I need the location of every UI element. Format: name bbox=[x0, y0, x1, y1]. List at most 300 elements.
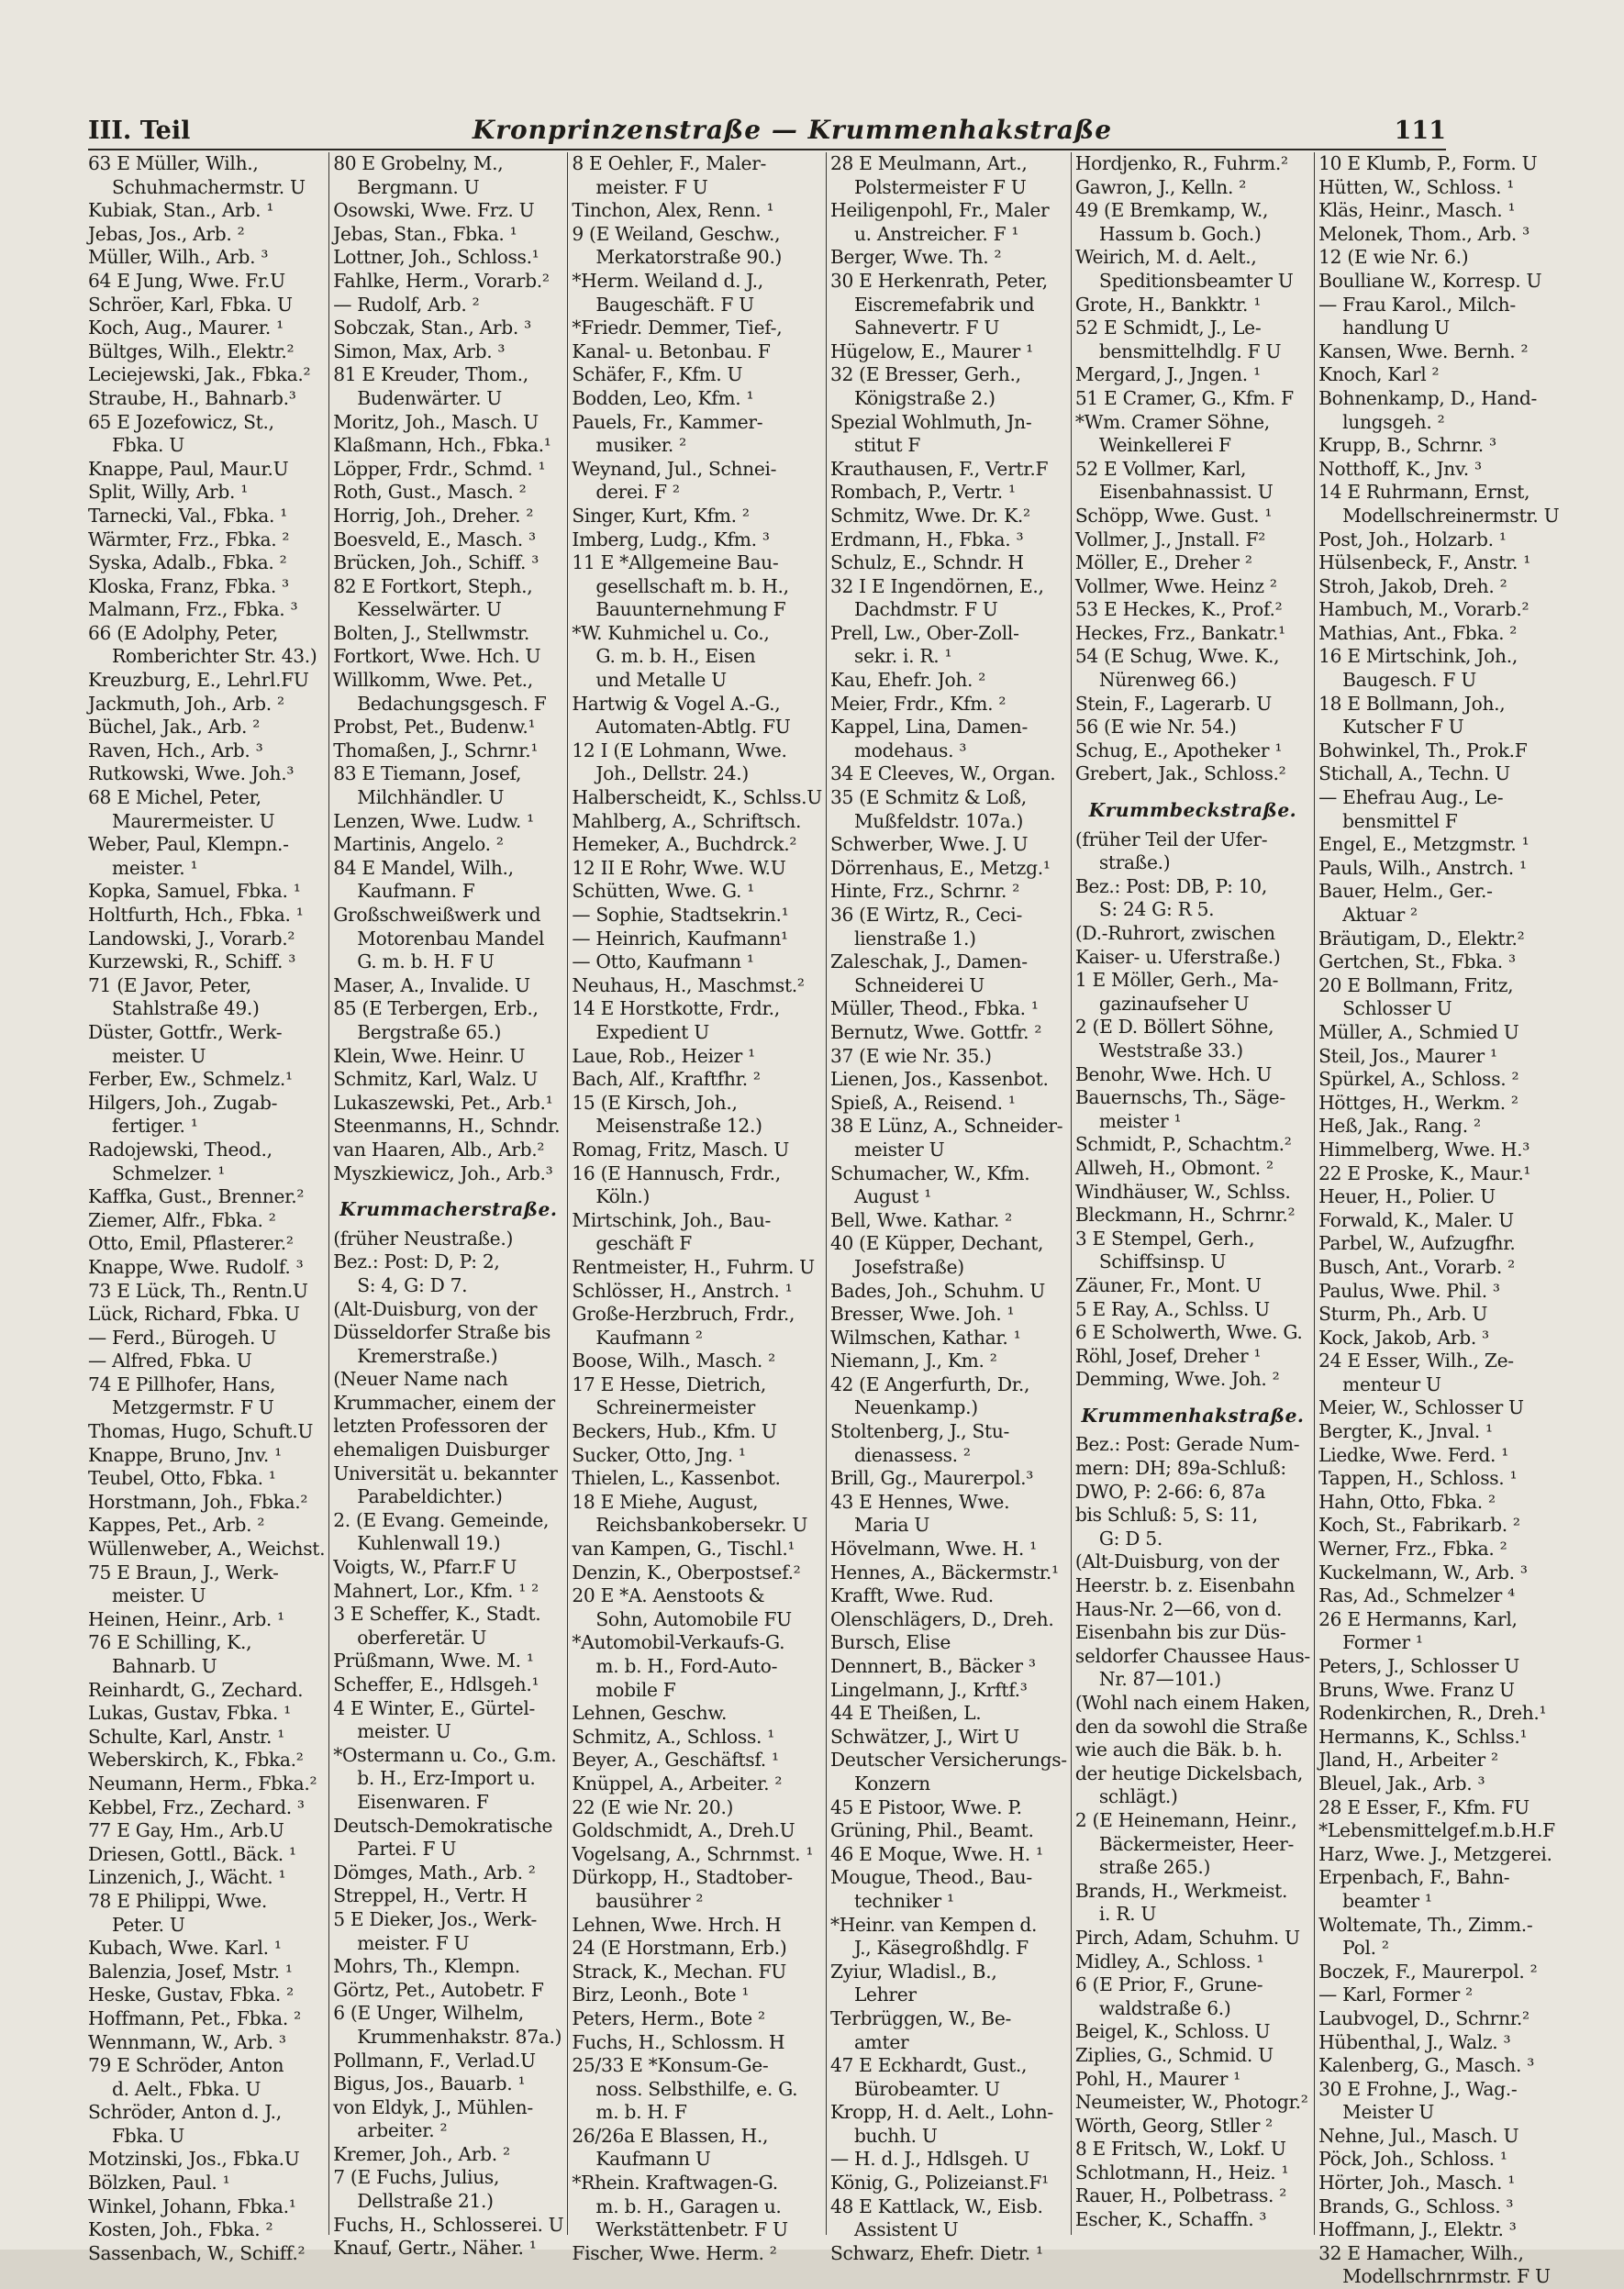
directory-entry: 73 E Lück, Th., Rentn.U bbox=[88, 1279, 308, 1302]
directory-entry: Eisenbahnassist. U bbox=[1098, 481, 1274, 504]
directory-entry: Großschweißwerk und bbox=[333, 904, 541, 926]
directory-entry: Deutscher Versicherungs- bbox=[829, 1749, 1067, 1772]
directory-entry: Schmitz, Wwe. Dr. K.² bbox=[829, 504, 1030, 527]
directory-entry: Werkstättenbetr. F U bbox=[595, 2218, 788, 2241]
column-6 bbox=[1314, 152, 1563, 2288]
directory-entry: Parabeldichter.) bbox=[357, 1485, 503, 1508]
directory-entry: Scheffer, E., Hdlsgeh.¹ bbox=[333, 1673, 539, 1695]
directory-entry: 8 E Fritsch, W., Lokf. U bbox=[1074, 2138, 1286, 2161]
directory-entry: Simon, Max, Arb. ³ bbox=[333, 339, 506, 362]
directory-entry: Sohn, Automobile FU bbox=[595, 1607, 792, 1630]
directory-entry: Otto, Emil, Pflasterer.² bbox=[88, 1232, 294, 1255]
directory-entry: 10 E Klumb, P., Form. U bbox=[1318, 152, 1538, 174]
directory-entry: Schuhmachermstr. U bbox=[112, 175, 306, 198]
directory-entry: oberferetär. U bbox=[357, 1626, 487, 1649]
directory-entry: Werner, Frz., Fbka. ² bbox=[1318, 1538, 1507, 1561]
column-2 bbox=[328, 152, 567, 2260]
directory-entry: Roth, Gust., Masch. ² bbox=[333, 481, 527, 504]
directory-entry: derei. F ² bbox=[595, 481, 680, 504]
directory-entry: Expedient U bbox=[595, 1020, 709, 1043]
directory-entry: Hügelow, E., Maurer ¹ bbox=[829, 339, 1033, 362]
directory-entry: Rentmeister, H., Fuhrm. U bbox=[572, 1255, 815, 1278]
directory-entry: Brill, Gg., Maurerpol.³ bbox=[829, 1467, 1034, 1490]
directory-entry: Tappen, H., Schloss. ¹ bbox=[1318, 1467, 1518, 1490]
directory-entry: Heckes, Frz., Bankatr.¹ bbox=[1074, 621, 1285, 644]
directory-entry: Bigus, Jos., Bauarb. ¹ bbox=[333, 2072, 526, 2095]
directory-entry: Baugeschäft. F U bbox=[595, 293, 754, 316]
directory-entry: Bauer, Helm., Ger.- bbox=[1318, 880, 1493, 903]
page-number: 111 bbox=[1394, 117, 1446, 145]
directory-entry: Weberskirch, K., Fbka.² bbox=[88, 1749, 304, 1772]
directory-entry: Hilgers, Joh., Zugab- bbox=[88, 1091, 278, 1114]
directory-entry: Bergter, K., Jnval. ¹ bbox=[1318, 1420, 1493, 1443]
directory-entry: Neuenkamp.) bbox=[853, 1396, 978, 1419]
directory-entry: Birz, Leonh., Bote ¹ bbox=[572, 1983, 750, 2006]
directory-entry: Paulus, Wwe. Phil. ³ bbox=[1318, 1279, 1500, 1302]
directory-entry: 78 E Philippi, Wwe. bbox=[88, 1889, 268, 1912]
directory-entry: *Herm. Weiland d. J., bbox=[572, 269, 763, 292]
directory-entry: Möller, E., Dreher ² bbox=[1074, 551, 1252, 574]
directory-entry: buchh. U bbox=[853, 2124, 938, 2147]
directory-entry: Müller, Wilh., Arb. ³ bbox=[88, 246, 269, 269]
directory-entry: Maurermeister. U bbox=[112, 809, 275, 832]
directory-entry: Große-Herzbruch, Frdr., bbox=[572, 1303, 795, 1326]
directory-entry: Krauthausen, F., Vertr.F bbox=[829, 457, 1049, 480]
directory-entry: menteur U bbox=[1342, 1372, 1441, 1395]
directory-entry: *W. Kuhmichel u. Co., bbox=[572, 621, 770, 644]
directory-entry: gazinaufseher U bbox=[1098, 992, 1250, 1015]
directory-entry: 26/26a E Blassen, H., bbox=[572, 2124, 769, 2147]
directory-entry: Driesen, Gottl., Bäck. ¹ bbox=[88, 1842, 296, 1865]
directory-entry: Kloska, Franz, Fbka. ³ bbox=[88, 574, 289, 597]
directory-entry: Kremerstraße.) bbox=[357, 1344, 498, 1367]
directory-entry: 53 E Heckes, K., Prof.² bbox=[1074, 598, 1283, 621]
directory-entry: Wörth, Georg, Stller ² bbox=[1074, 2114, 1273, 2137]
directory-entry: 6 E Scholwerth, Wwe. G. bbox=[1074, 1321, 1303, 1344]
directory-entry: Hahn, Otto, Fbka. ² bbox=[1318, 1490, 1496, 1513]
directory-entry: Hemeker, A., Buchdrck.² bbox=[572, 833, 797, 856]
directory-entry: 51 E Cramer, G., Kfm. F bbox=[1074, 386, 1294, 409]
directory-entry: Neumeister, W., Photogr.² bbox=[1074, 2091, 1308, 2114]
directory-entry: Kuckelmann, W., Arb. ³ bbox=[1318, 1561, 1528, 1583]
directory-entry: 20 E *A. Aenstoots & bbox=[572, 1584, 765, 1607]
directory-entry: Terbrüggen, W., Be- bbox=[829, 2006, 1012, 2029]
directory-entry: Pirch, Adam, Schuhm. U bbox=[1074, 1926, 1300, 1949]
directory-entry: 45 E Pistoor, Wwe. P. bbox=[829, 1795, 1022, 1818]
directory-entry: Dennnert, B., Bäcker ³ bbox=[829, 1655, 1036, 1677]
directory-entry: Beckers, Hub., Kfm. U bbox=[572, 1420, 777, 1443]
directory-entry: meister. U bbox=[357, 1720, 451, 1743]
directory-entry: Spieß, A., Reisend. ¹ bbox=[829, 1091, 1016, 1114]
directory-entry: Parbel, W., Aufzugfhr. bbox=[1318, 1232, 1516, 1255]
directory-entry: Martinis, Angelo. ² bbox=[333, 833, 504, 856]
directory-entry: Mahnert, Lor., Kfm. ¹ ² bbox=[333, 1579, 539, 1602]
directory-entry: Knappe, Paul, Maur.U bbox=[88, 457, 289, 480]
directory-entry: Schiffsinsp. U bbox=[1098, 1250, 1227, 1273]
directory-entry: Halberscheidt, K., Schlss.U bbox=[572, 786, 822, 809]
directory-entry: 37 (E wie Nr. 35.) bbox=[829, 1044, 992, 1067]
directory-entry: ehemaligen Duisburger bbox=[333, 1439, 550, 1461]
street-heading: Krummenhakstraße. bbox=[1081, 1404, 1305, 1427]
directory-entry: Split, Willy, Arb. ¹ bbox=[88, 481, 249, 504]
directory-entry: 77 E Gay, Hm., Arb.U bbox=[88, 1819, 284, 1842]
directory-entry: (Alt-Duisburg, von der bbox=[333, 1297, 538, 1320]
directory-entry: Hübenthal, J., Walz. ³ bbox=[1318, 2030, 1511, 2053]
directory-entry: Hennes, A., Bäckermstr.¹ bbox=[829, 1561, 1059, 1583]
directory-entry: 65 E Jozefowicz, St., bbox=[88, 410, 274, 433]
directory-entry: Voigts, W., Pfarr.F U bbox=[333, 1556, 517, 1579]
directory-entry: 40 (E Küpper, Dechant, bbox=[829, 1232, 1044, 1255]
directory-entry: Wärmter, Frz., Fbka. ² bbox=[88, 528, 290, 550]
directory-entry: 24 (E Horstmann, Erb.) bbox=[572, 1937, 787, 1960]
directory-entry: Osowski, Wwe. Frz. U bbox=[333, 199, 535, 222]
directory-entry: Hoffmann, Pet., Fbka. ² bbox=[88, 2006, 301, 2029]
directory-entry: 28 E Meulmann, Art., bbox=[829, 152, 1028, 174]
directory-entry: Spürkel, A., Schloss. ² bbox=[1318, 1068, 1519, 1091]
directory-entry: 18 E Bollmann, Joh., bbox=[1318, 692, 1506, 715]
directory-entry: Knüppel, A., Arbeiter. ² bbox=[572, 1772, 783, 1795]
directory-entry: Röhl, Josef, Dreher ¹ bbox=[1074, 1344, 1262, 1367]
directory-entry: 6 (E Unger, Wilhelm, bbox=[333, 2002, 524, 2025]
directory-entry: Universität u. bekannter bbox=[333, 1461, 558, 1484]
directory-entry: Schwerber, Wwe. J. U bbox=[829, 833, 1029, 856]
directory-entry: August ¹ bbox=[853, 1185, 932, 1208]
directory-entry: Beyer, A., Geschäftsf. ¹ bbox=[572, 1749, 779, 1772]
directory-entry: Weber, Paul, Klempn.- bbox=[88, 833, 289, 856]
directory-entry: Bergstraße 65.) bbox=[357, 1020, 502, 1043]
directory-entry: 76 E Schilling, K., bbox=[88, 1631, 252, 1654]
directory-entry: Sassenbach, W., Schiff.² bbox=[88, 2241, 306, 2264]
directory-entry: Bahnarb. U bbox=[112, 1655, 217, 1677]
directory-entry: Kaffka, Gust., Brenner.² bbox=[88, 1185, 305, 1208]
directory-entry: — H. d. J., Hdlsgeh. U bbox=[829, 2148, 1029, 2171]
directory-entry: Fuchs, H., Schlosserei. U bbox=[333, 2213, 564, 2236]
directory-entry: Dellstraße 21.) bbox=[357, 2190, 494, 2213]
directory-entry: Fuchs, H., Schlossm. H bbox=[572, 2030, 785, 2053]
directory-entry: 26 E Hermanns, Karl, bbox=[1318, 1607, 1518, 1630]
directory-entry: Brücken, Joh., Schiff. ³ bbox=[333, 551, 539, 574]
directory-entry: bensmittel F bbox=[1342, 809, 1458, 832]
directory-entry: der heutige Dickelsbach, bbox=[1074, 1761, 1303, 1784]
directory-entry: Neuhaus, H., Maschmst.² bbox=[572, 973, 805, 996]
directory-entry: Joh., Dellstr. 24.) bbox=[595, 762, 749, 785]
directory-entry: Klein, Wwe. Heinr. U bbox=[333, 1044, 526, 1067]
directory-entry: musiker. ² bbox=[595, 434, 686, 457]
directory-entry: *Heinr. van Kempen d. bbox=[829, 1913, 1038, 1936]
directory-entry: 75 E Braun, J., Werk- bbox=[88, 1561, 279, 1583]
directory-entry: 81 E Kreuder, Thom., bbox=[333, 363, 528, 386]
directory-entry: gesellschaft m. b. H., bbox=[595, 574, 789, 597]
directory-entry: Brands, G., Schloss. ³ bbox=[1318, 2195, 1514, 2217]
directory-entry: Steenmanns, H., Schndr. bbox=[333, 1115, 561, 1138]
directory-entry: Kaiser- u. Uferstraße.) bbox=[1074, 945, 1281, 968]
directory-entry: Schütten, Wwe. G. ¹ bbox=[572, 880, 754, 903]
directory-entry: 3 E Scheffer, K., Stadt. bbox=[333, 1603, 541, 1626]
directory-entry: Weinkellerei F bbox=[1098, 434, 1231, 457]
directory-entry: Peters, Herm., Bote ² bbox=[572, 2006, 765, 2029]
directory-entry: Zaleschak, J., Damen- bbox=[829, 950, 1028, 973]
directory-entry: Partei. F U bbox=[357, 1838, 457, 1861]
directory-entry: Boulliane W., Korresp. U bbox=[1318, 269, 1542, 292]
directory-entry: Schlösser, H., Anstrch. ¹ bbox=[572, 1279, 793, 1302]
directory-entry: Stroh, Jakob, Dreh. ² bbox=[1318, 574, 1507, 597]
directory-entry: Kanal- u. Betonbau. F bbox=[572, 339, 771, 362]
directory-entry: Pauls, Wilh., Anstrch. ¹ bbox=[1318, 856, 1527, 879]
directory-entry: Deutsch-Demokratische bbox=[333, 1814, 553, 1837]
directory-entry: Schulte, Karl, Anstr. ¹ bbox=[88, 1725, 285, 1748]
directory-entry: Landowski, J., Vorarb.² bbox=[88, 927, 295, 950]
directory-entry: 12 I (E Lohmann, Wwe. bbox=[572, 739, 787, 761]
directory-entry: 35 (E Schmitz & Loß, bbox=[829, 786, 1027, 809]
directory-entry: 2 (E Heinemann, Heinr., bbox=[1074, 1808, 1297, 1831]
directory-entry: Ziplies, G., Schmid. U bbox=[1074, 2043, 1274, 2066]
directory-entry: Schröer, Karl, Fbka. U bbox=[88, 293, 293, 316]
directory-entry: Grote, H., Bankktr. ¹ bbox=[1074, 293, 1262, 316]
directory-entry: Budenwärter. U bbox=[357, 386, 503, 409]
directory-entry: geschäft F bbox=[595, 1232, 692, 1255]
directory-entry: Kock, Jakob, Arb. ³ bbox=[1318, 1326, 1489, 1349]
directory-entry: Bohwinkel, Th., Prok.F bbox=[1318, 739, 1528, 761]
directory-entry: 2 (E D. Böllert Söhne, bbox=[1074, 1016, 1274, 1039]
directory-entry: Lenzen, Wwe. Ludw. ¹ bbox=[333, 809, 534, 832]
directory-entry: Mathias, Ant., Fbka. ² bbox=[1318, 621, 1518, 644]
directory-entry: Görtz, Pet., Autobetr. F bbox=[333, 1978, 544, 2001]
directory-entry: Mirtschink, Joh., Bau- bbox=[572, 1208, 772, 1231]
directory-entry: Linzenich, J., Wächt. ¹ bbox=[88, 1866, 286, 1889]
directory-entry: 48 E Kattlack, W., Eisb. bbox=[829, 2195, 1043, 2217]
directory-entry: Kansen, Wwe. Bernh. ² bbox=[1318, 339, 1529, 362]
directory-entry: Jackmuth, Joh., Arb. ² bbox=[88, 692, 284, 715]
directory-entry: 6 (E Prior, F., Grune- bbox=[1074, 1973, 1263, 1996]
directory-entry: Dachdmstr. F U bbox=[853, 598, 998, 621]
directory-entry: Knauf, Gertr., Näher. ¹ bbox=[333, 2237, 537, 2260]
directory-entry: Maria U bbox=[853, 1514, 930, 1537]
directory-entry: Köln.) bbox=[595, 1185, 651, 1208]
directory-entry: Nehne, Jul., Masch. U bbox=[1318, 2124, 1519, 2147]
directory-entry: 32 (E Bresser, Gerh., bbox=[829, 363, 1021, 386]
directory-entry: *Automobil-Verkaufs-G. bbox=[572, 1631, 785, 1654]
directory-entry: Fbka. U bbox=[112, 434, 184, 457]
directory-entry: Steil, Jos., Maurer ¹ bbox=[1318, 1044, 1497, 1067]
directory-entry: Hörter, Joh., Masch. ¹ bbox=[1318, 2172, 1516, 2195]
directory-entry: Kebbel, Frz., Zechard. ³ bbox=[88, 1795, 305, 1818]
directory-entry: Stichall, A., Techn. U bbox=[1318, 762, 1510, 785]
directory-entry: Beigel, K., Schloss. U bbox=[1074, 2020, 1271, 2043]
directory-entry: Bach, Alf., Kraftfhr. ² bbox=[572, 1068, 761, 1091]
directory-entry: dienassess. ² bbox=[853, 1443, 971, 1466]
directory-entry: Niemann, J., Km. ² bbox=[829, 1350, 997, 1372]
directory-entry: Maser, A., Invalide. U bbox=[333, 973, 530, 996]
directory-entry: Knappe, Bruno, Jnv. ¹ bbox=[88, 1443, 282, 1466]
directory-entry: Jland, H., Arbeiter ² bbox=[1318, 1749, 1498, 1772]
directory-entry: u. Anstreicher. F ¹ bbox=[853, 222, 1019, 245]
directory-entry: 85 (E Terbergen, Erb., bbox=[333, 997, 539, 1020]
directory-entry: Thomas, Hugo, Schuft.U bbox=[88, 1420, 314, 1443]
directory-entry: Horstmann, Joh., Fbka.² bbox=[88, 1490, 308, 1513]
directory-entry: Pol. ² bbox=[1342, 1937, 1389, 1960]
directory-entry: meister. U bbox=[112, 1044, 206, 1067]
directory-entry: Prell, Lw., Ober-Zoll- bbox=[829, 621, 1019, 644]
directory-entry: Heß, Jak., Rang. ² bbox=[1318, 1115, 1481, 1138]
directory-entry: Hülsenbeck, F., Anstr. ¹ bbox=[1318, 551, 1531, 574]
directory-entry: Imberg, Ludg., Kfm. ³ bbox=[572, 528, 770, 550]
directory-entry: waldstraße 6.) bbox=[1098, 1996, 1231, 2019]
directory-entry: Metzgermstr. F U bbox=[112, 1396, 274, 1419]
directory-entry: Bez.: Post: Gerade Num- bbox=[1074, 1433, 1300, 1456]
directory-entry: Liedke, Wwe. Ferd. ¹ bbox=[1318, 1443, 1509, 1466]
directory-entry: 56 (E wie Nr. 54.) bbox=[1074, 716, 1237, 739]
directory-entry: Kau, Ehefr. Joh. ² bbox=[829, 669, 986, 692]
directory-entry: 3 E Stempel, Gerh., bbox=[1074, 1227, 1255, 1250]
directory-entry: Bauunternehmung F bbox=[595, 598, 786, 621]
directory-entry: Syska, Adalb., Fbka. ² bbox=[88, 551, 287, 574]
directory-entry: mern: DH; 89a-Schluß: bbox=[1074, 1457, 1286, 1480]
directory-entry: Sahnevertr. F U bbox=[853, 317, 1000, 339]
directory-entry: Modellschreinermstr. U bbox=[1342, 504, 1560, 527]
directory-entry: Heuer, H., Polier. U bbox=[1318, 1185, 1496, 1208]
directory-entry: Hassum b. Goch.) bbox=[1098, 222, 1262, 245]
directory-entry: Bruns, Wwe. Franz U bbox=[1318, 1678, 1515, 1701]
directory-entry: Moritz, Joh., Masch. U bbox=[333, 410, 539, 433]
directory-entry: Mußfeldstr. 107a.) bbox=[853, 809, 1024, 832]
directory-entry: Koch, Aug., Maurer. ¹ bbox=[88, 317, 284, 339]
directory-entry: Laubvogel, D., Schrnr.² bbox=[1318, 2006, 1529, 2029]
directory-entry: Knappe, Wwe. Rudolf. ³ bbox=[88, 1255, 304, 1278]
directory-entry: meister U bbox=[853, 1138, 945, 1161]
directory-entry: 14 E Ruhrmann, Ernst, bbox=[1318, 481, 1530, 504]
directory-entry: Dörrenhaus, E., Metzg.¹ bbox=[829, 856, 1051, 879]
directory-entry: Fortkort, Wwe. Hch. U bbox=[333, 645, 541, 668]
directory-entry: straße 265.) bbox=[1098, 1856, 1211, 1879]
directory-entry: meister ¹ bbox=[1098, 1109, 1182, 1132]
directory-entry: 25/33 E *Konsum-Ge- bbox=[572, 2054, 769, 2077]
directory-entry: schlägt.) bbox=[1098, 1785, 1178, 1808]
directory-entry: 34 E Cleeves, W., Organ. bbox=[829, 762, 1056, 785]
directory-entry: von Eldyk, J., Mühlen- bbox=[333, 2095, 533, 2118]
directory-entry: Thomaßen, J., Schrnr.¹ bbox=[333, 739, 539, 761]
directory-entry: sekr. i. R. ¹ bbox=[853, 645, 952, 668]
directory-entry: 12 (E wie Nr. 6.) bbox=[1318, 246, 1469, 269]
directory-entry: bensmittelhdlg. F U bbox=[1098, 339, 1282, 362]
directory-entry: Pauels, Fr., Kammer- bbox=[572, 410, 763, 433]
directory-entry: Kläs, Heinr., Masch. ¹ bbox=[1318, 199, 1516, 222]
directory-entry: — Heinrich, Kaufmann¹ bbox=[572, 927, 788, 950]
directory-entry: Lukas, Gustav, Fbka. ¹ bbox=[88, 1702, 291, 1725]
directory-entry: Schlosser U bbox=[1342, 997, 1452, 1020]
directory-entry: — Sophie, Stadtsekrin.¹ bbox=[572, 904, 789, 926]
directory-entry: Hordjenko, R., Fuhrm.² bbox=[1074, 152, 1288, 174]
directory-entry: Boose, Wilh., Masch. ² bbox=[572, 1350, 775, 1372]
directory-entry: Wennmann, W., Arb. ³ bbox=[88, 2030, 286, 2053]
directory-entry: (Alt-Duisburg, von der bbox=[1074, 1550, 1279, 1573]
directory-entry: 30 E Herkenrath, Peter, bbox=[829, 269, 1048, 292]
directory-entry: 28 E Esser, F., Kfm. FU bbox=[1318, 1795, 1529, 1818]
directory-entry: den da sowohl die Straße bbox=[1074, 1715, 1307, 1738]
directory-entry: König, G., Polizeianst.F¹ bbox=[829, 2172, 1049, 2195]
column-5 bbox=[1071, 152, 1314, 2235]
directory-entry: Hermanns, K., Schlss.¹ bbox=[1318, 1725, 1528, 1748]
directory-entry: Schmitz, Karl, Walz. U bbox=[333, 1068, 538, 1091]
directory-entry: m. b. H. F bbox=[595, 2101, 687, 2124]
directory-entry: Weststraße 33.) bbox=[1098, 1039, 1243, 1061]
directory-entry: G. m. b. H., Eisen bbox=[595, 645, 756, 668]
directory-entry: Kappel, Lina, Damen- bbox=[829, 716, 1029, 739]
directory-entry: Former ¹ bbox=[1342, 1631, 1423, 1654]
directory-entry: Löpper, Frdr., Schmd. ¹ bbox=[333, 457, 546, 480]
directory-entry: — Frau Karol., Milch- bbox=[1318, 293, 1516, 316]
directory-entry: Notthoff, K., Jnv. ³ bbox=[1318, 457, 1482, 480]
directory-entry: Meier, Frdr., Kfm. ² bbox=[829, 692, 1007, 715]
directory-entry: 79 E Schröder, Anton bbox=[88, 2054, 284, 2077]
directory-entry: straße.) bbox=[1098, 851, 1171, 874]
directory-entry: *Wm. Cramer Söhne, bbox=[1074, 410, 1270, 433]
directory-entry: van Kampen, G., Tischl.¹ bbox=[572, 1538, 795, 1561]
directory-entry: Speditionsbeamter U bbox=[1098, 269, 1294, 292]
street-range-title: Kronprinzenstraße — Krummenhakstraße bbox=[472, 115, 1113, 145]
directory-entry: *Rhein. Kraftwagen-G. bbox=[572, 2172, 778, 2195]
directory-entry: 42 (E Angerfurth, Dr., bbox=[829, 1372, 1030, 1395]
directory-entry: Tinchon, Alex, Renn. ¹ bbox=[572, 199, 774, 222]
directory-entry: DWO, P: 2-66: 6, 87a bbox=[1074, 1480, 1266, 1503]
directory-entry: Singer, Kurt, Kfm. ² bbox=[572, 504, 750, 527]
column-3 bbox=[567, 152, 826, 2264]
directory-entry: 68 E Michel, Peter, bbox=[88, 786, 261, 809]
directory-entry: Bleuel, Jak., Arb. ³ bbox=[1318, 1772, 1485, 1795]
directory-entry: 22 (E wie Nr. 20.) bbox=[572, 1795, 734, 1818]
directory-entry: Schug, E., Apotheker ¹ bbox=[1074, 739, 1283, 761]
directory-entry: Rauer, H., Polbetrass. ² bbox=[1074, 2184, 1287, 2207]
directory-entry: 80 E Grobelny, M., bbox=[333, 152, 504, 174]
directory-entry: Teubel, Otto, Fbka. ¹ bbox=[88, 1467, 276, 1490]
directory-entry: Windhäuser, W., Schlss. bbox=[1074, 1180, 1291, 1203]
directory-entry: Lienen, Jos., Kassenbot. bbox=[829, 1068, 1049, 1091]
directory-entry: Raven, Hch., Arb. ³ bbox=[88, 739, 263, 761]
directory-entry: seldorfer Chaussee Haus- bbox=[1074, 1644, 1310, 1667]
directory-entry: Fbka. U bbox=[112, 2124, 184, 2147]
directory-entry: (früher Neustraße.) bbox=[333, 1227, 514, 1250]
directory-entry: Kuhlenwall 19.) bbox=[357, 1532, 501, 1555]
directory-entry: Kaufmann. F bbox=[357, 880, 475, 903]
directory-entry: Erdmann, H., Fbka. ³ bbox=[829, 528, 1024, 550]
street-heading: Krummbeckstraße. bbox=[1088, 799, 1297, 822]
directory-entry: Dürkopp, H., Stadtober- bbox=[572, 1866, 793, 1889]
directory-entry: Spezial Wohlmuth, Jn- bbox=[829, 410, 1032, 433]
directory-entry: 49 (E Bremkamp, W., bbox=[1074, 199, 1269, 222]
directory-entry: 52 E Schmidt, J., Le- bbox=[1074, 317, 1262, 339]
directory-entry: Bades, Joh., Schuhm. U bbox=[829, 1279, 1045, 1302]
directory-entry: techniker ¹ bbox=[853, 1889, 954, 1912]
directory-entry: Bernutz, Wwe. Gottfr. ² bbox=[829, 1020, 1042, 1043]
directory-entry: Kubiak, Stan., Arb. ¹ bbox=[88, 199, 274, 222]
directory-entry: Mougue, Theod., Bau- bbox=[829, 1866, 1032, 1889]
directory-entry: 4 E Winter, E., Gürtel- bbox=[333, 1696, 535, 1719]
directory-entry: Rodenkirchen, R., Dreh.¹ bbox=[1318, 1702, 1547, 1725]
directory-entry: i. R. U bbox=[1098, 1903, 1157, 1926]
directory-entry: handlung U bbox=[1342, 317, 1450, 339]
directory-entry: Gertchen, St., Fbka. ³ bbox=[1318, 950, 1516, 973]
street-heading: Krummacherstraße. bbox=[339, 1198, 558, 1221]
directory-entry: 16 (E Hannusch, Frdr., bbox=[572, 1161, 781, 1184]
directory-entry: Zäuner, Fr., Mont. U bbox=[1074, 1273, 1262, 1296]
directory-entry: Schmelzer. ¹ bbox=[112, 1161, 226, 1184]
directory-entry: Kurzewski, R., Schiff. ³ bbox=[88, 950, 296, 973]
directory-entry: Streppel, H., Vertr. H bbox=[333, 1884, 528, 1907]
directory-entry: Peters, J., Schlosser U bbox=[1318, 1655, 1520, 1677]
directory-entry: Eisenbahn bis zur Düs- bbox=[1074, 1621, 1286, 1644]
directory-entry: Kosten, Joh., Fbka. ² bbox=[88, 2218, 273, 2241]
directory-entry: Lück, Richard, Fbka. U bbox=[88, 1303, 300, 1326]
directory-entry: amter bbox=[853, 2030, 909, 2053]
